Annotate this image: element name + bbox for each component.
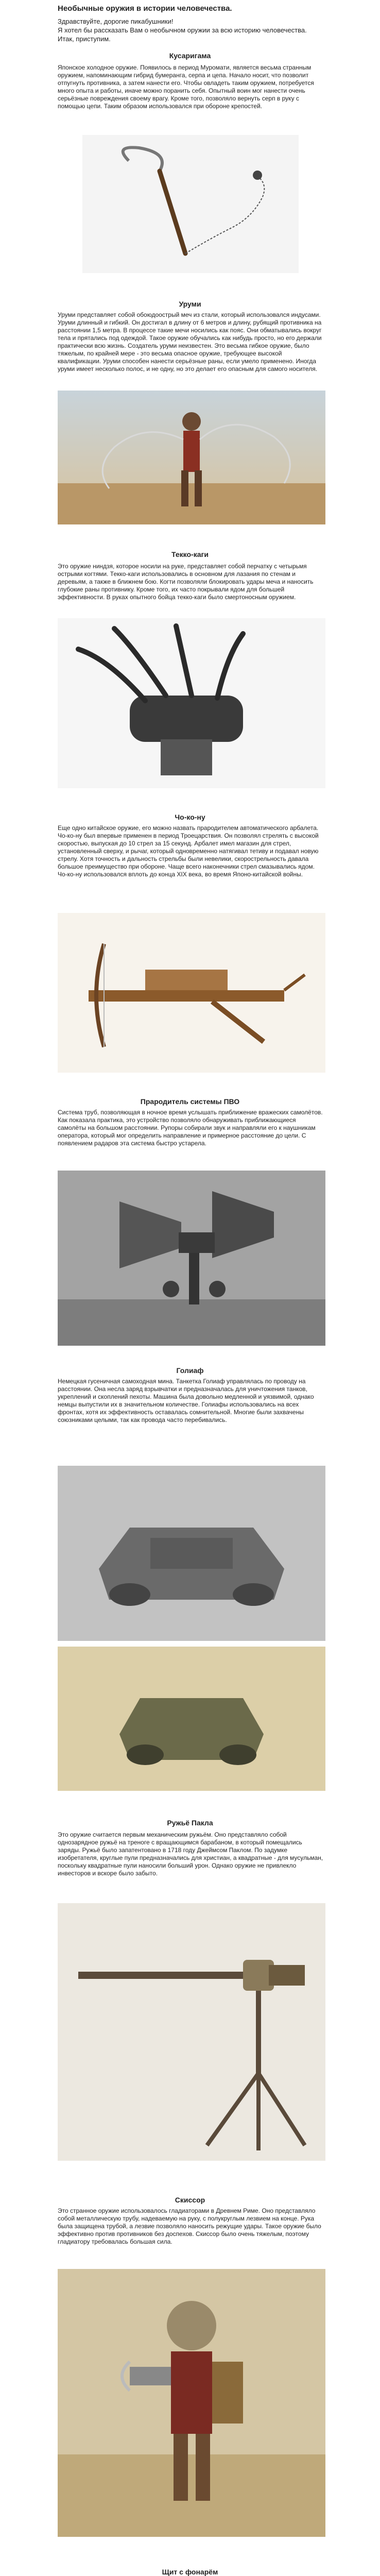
section-title: Чо-ко-ну [175, 813, 205, 821]
kusarigama-illustration [82, 135, 299, 273]
section-text: Это оружие считается первым механическим ружьём. Оно представляло собой однозарядное ружьё на треноге с вращающимся барабаном, в который помещались заряды. Ружьё было запатентовано в 1718 году Джеймсом Паклом. По задумке изобретателя, круглые пули предназначались для христиан, а квадратные - для мусульман, поскольку квадратные пули наносили больший урон. Однако оружие не привлекло инвесторов и вскоре было забыто. [58, 1831, 323, 1877]
puckle-gun-illustration [58, 1903, 325, 2161]
pvo-illustration [58, 1171, 325, 1346]
goliath-photo-1 [58, 1466, 325, 1641]
intro [58, 4, 325, 43]
goliath-illustration-1 [58, 1466, 325, 1641]
tekko-kagi-image [58, 618, 325, 788]
intro-line: Я хотел бы рассказать Вам о необычном оружии за всю историю человечества. [58, 26, 307, 34]
section-text: Японское холодное оружие. Появилось в период Муромати, является весьма странным оружием, напоминающим гибрид бумеранга, серпа и цепа. Начало носит, что позволит отпугнуть противника, а затем нанести его. Чтобы овладеть таким оружием, потребуется много опыта и работы, иначе можно поранить себя. Опытный воин мог нанести очень серьёзные повреждения своему врагу. Кроме того, позволяло вернуть серп в руку с помощью цепи. Таким образом использовался при обороне крепостей. [58, 64, 314, 110]
urumi-image [58, 391, 325, 524]
kusarigama-image [82, 135, 299, 273]
section-title: Кусаригама [169, 52, 211, 60]
section-text: Это оружие ниндзя, которое носили на руке, представляет собой перчатку с четырьмя острыми когтями. Текко-каги использовались в основном для лазания по стенам и деревьям, а также в ближнем бою. Когти позволяли блокировать удары меча и наносить глубокие раны противнику. Кроме того, их часто покрывали ядом для большей эффективности. В руках опытного бойца текко-каги было смертоносным оружием. [58, 563, 314, 601]
pvo-image [58, 1171, 325, 1346]
section-text: Система труб, позволяющая в ночное время услышать приближение вражеских самолётов. Как показала практика, это устройство позволяло обнаруживать приближающиеся самолёты на большом расстоянии. Рупоры собирали звук и направляли его к наушникам оператора, который мог определить направление и примерное расстояние до цели. С появлением радаров эта система быстро устарела. [58, 1109, 323, 1147]
intro-line: Здравствуйте, дорогие пикабушники! [58, 18, 174, 25]
section-text: Немецкая гусеничная самоходная мина. Танкетка Голиаф управлялась по проводу на расстоянии. Она несла заряд взрывчатки и предназначалась для уничтожения танков, укреплений и скоплений пехоты. Машина была довольно медленной и уязвимой, однако немцы выпустили их в значительном количестве. Голиафы использовались на всех фронтах, хотя их эффективность оставалась сомнительной. Многие были захвачены союзниками целыми, так как провода часто перебивались. [58, 1378, 314, 1423]
section-title: Скиссор [175, 2196, 205, 2204]
section-text: Уруми представляет собой обоюдоострый меч из стали, который использовался индусами. Уруми длинный и гибкий. Он достигал в длину от 6 метров и длину, рубящий противника на расстоянии 1,5 метра. В процессе такие мечи носились как пояс. Они обматывались вокруг тела и прятались под одеждой. Такое оружие обучались как нибудь просто, но его держали практически всю жизнь. Создатель уруми неизвестен. Это весьма гибкое оружие, было тяжелым, по крайней мере - это весьма опасное оружие, требующее высокой квалификации. Уруми способен нанести серьёзные раны, если умело применено. Иногда уруми имеет несколько полос, и не одну, но это делает его опасным для самого носителя. [58, 311, 322, 372]
article-title: Необычные оружия в истории человечества. [58, 4, 232, 13]
section-title: Текко-каги [171, 550, 209, 558]
goliath-photo-2 [58, 1647, 325, 1791]
section-text: Это странное оружие использовалось гладиаторами в Древнем Риме. Оно представляло собой металлическую трубу, надеваемую на руку, с полукруглым лезвием на конце. Рука была защищена трубой, а лезвие позволяло наносить режущие удары. Такое оружие было эффективно против противников без доспехов. Скиссор было очень тяжелым, поэтому гладиатору требовалась большая сила. [58, 2207, 321, 2245]
urumi-illustration [58, 391, 325, 524]
scissor-illustration [58, 2269, 325, 2537]
section-title: Прародитель системы ПВО [140, 1097, 240, 1106]
section-title: Ружьё Пакла [167, 1819, 213, 1827]
section-title: Щит с фонарём [162, 2568, 218, 2576]
intro-line: Итак, приступим. [58, 35, 111, 43]
scissor-image [58, 2269, 325, 2537]
goliath-illustration-2 [58, 1647, 325, 1791]
tekko-kagi-illustration [58, 618, 325, 788]
choconu-image [58, 913, 325, 1073]
puckle-gun-image [58, 1903, 325, 2161]
section-text: Еще одно китайское оружие, его можно назвать прародителем автоматического арбалета. Чо-ко-ну был впервые применен в период Троецарствия. Он позволял стрелять с высокой скоростью, выпуская до 10 стрел за 15 секунд. Арбалет имел магазин для стрел, установленный сверху, и рычаг, который одновременно натягивал тетиву и подавал новую стрелу. Хотя точность и дальность стрельбы были невелики, скорострельность давала большое преимущество при обороне. Чаще всего наконечники стрел смазывались ядом. Чо-ко-ну использовался вплоть до конца XIX века, во время Японо-китайской войны. [58, 824, 319, 878]
section-title: Голиаф [176, 1366, 204, 1375]
choconu-illustration [58, 913, 325, 1073]
section-title: Уруми [179, 300, 201, 308]
